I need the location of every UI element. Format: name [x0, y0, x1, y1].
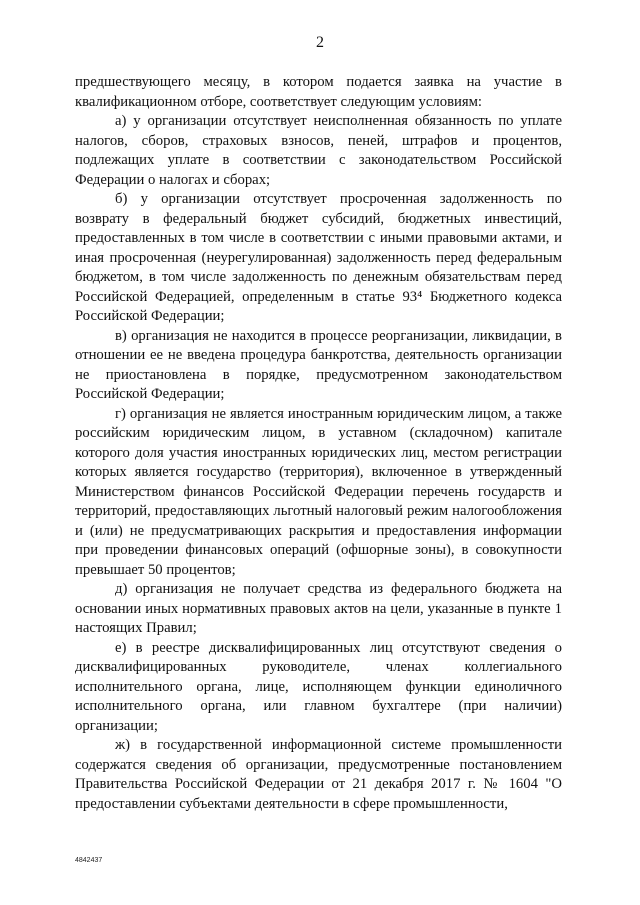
page-number: 2 [316, 34, 324, 51]
paragraph-intro: предшествующего месяцу, в котором подается заявка на участие в квалификационном отборе, соответствует следующим условиям: [75, 74, 562, 110]
paragraph-g: г) организация не является иностранным юридическим лицом, а также российским юридическим лицом, в уставном (складочном) капитале которого доля участия иностранных юридических лиц, местом регистрации которых является государство (территория), включенное в утвержденный Министерством финансов Российской Федерации перечень государств и территорий, предоставляющих льготный налоговый режим налогообложения и (или) не предусматривающих раскрытия и предоставления информации при проведении финансовых операций (офшорные зоны), в совокупности превышает 50 процентов; [75, 405, 562, 578]
paragraph-e: е) в реестре дисквалифицированных лиц отсутствуют сведения о дисквалифицированных руководителе, членах коллегиального исполнительного органа, лице, исполняющем функции единоличного исполнительного органа, или главном бухгалтере (при наличии) организации; [75, 639, 562, 734]
paragraph-zh: ж) в государственной информационной системе промышленности содержатся сведения об организации, предусмотренные постановлением Правительства Российской Федерации от 21 декабря 2017 г. № 1604 "О предоставлении субъектами деятельности в сфере промышленности, [75, 737, 562, 812]
paragraph-b: б) у организации отсутствует просроченная задолженность по возврату в федеральный бюджет субсидий, бюджетных инвестиций, предоставленных в том числе в соответствии с иными правовыми актами, и иная просроченная (неурегулированная) задолженность перед федеральным бюджетом, в том числе задолженность по денежным обязательствам перед Российской Федерацией, определенным в статье 93⁴ Бюджетного кодекса Российской Федерации; [75, 191, 562, 324]
paragraph-d: д) организация не получает средства из федерального бюджета на основании иных нормативных правовых актов на цели, указанные в пункте 1 настоящих Правил; [75, 581, 562, 636]
document-body [75, 73, 562, 814]
document-code: 4842437 [75, 857, 103, 864]
paragraph-a: а) у организации отсутствует неисполненная обязанность по уплате налогов, сборов, страховых взносов, пеней, штрафов и процентов, подлежащих уплате в соответствии с законодательством Российской Федерации о налогах и сборах; [75, 113, 562, 188]
paragraph-v: в) организация не находится в процессе реорганизации, ликвидации, в отношении ее не введена процедура банкротства, деятельность организации не приостановлена в порядке, предусмотренном законодательством Российской Федерации; [75, 327, 562, 402]
